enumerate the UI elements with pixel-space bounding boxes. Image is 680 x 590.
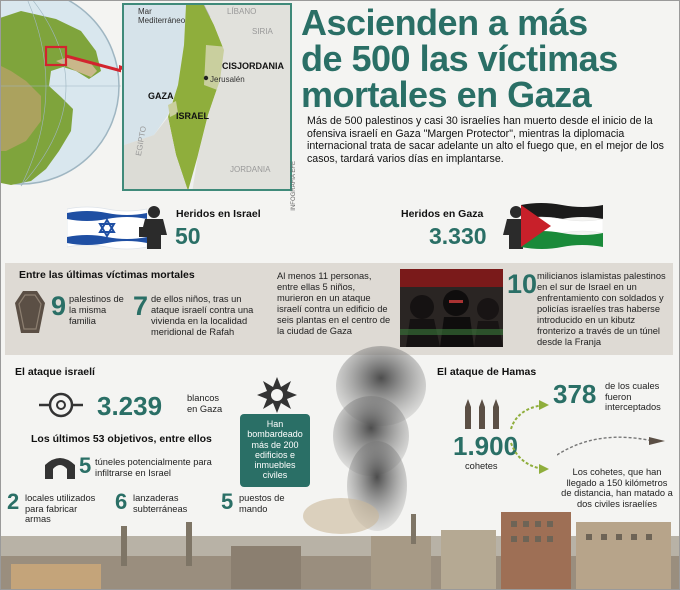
bombed-buildings-note: Han bombardeado más de 200 edificios e inmuebles civiles bbox=[240, 414, 310, 487]
map-label-israel: ISRAEL bbox=[176, 111, 210, 121]
victims-militia-text: milicianos islamistas palestinos en el sur de Israel en un enfrentamiento con soldados y policías israelíes tras haberse introducido en un kibutz fronterizo a través de un túnel desde la Franja bbox=[537, 271, 666, 347]
hamas-attack-title: El ataque de Hamas bbox=[437, 366, 537, 378]
victims-building-text: Al menos 11 personas, entre ellas 5 niños, murieron en un ataque israelí contra un edificio de seis plantas en el centro de la ciudad de Gaza bbox=[277, 271, 391, 336]
map-label-jordan: JORDANIA bbox=[230, 165, 271, 174]
israeli-attack-subtitle: Los últimos 53 objetivos, entre ellos bbox=[31, 433, 212, 445]
map-label-gaza: GAZA bbox=[148, 91, 174, 101]
globe-map bbox=[1, 1, 121, 196]
israeli-locales-text: locales utilizados para fabricar armas bbox=[25, 493, 96, 524]
map-label-west-bank: CISJORDANIA bbox=[222, 61, 285, 71]
curved-arrow-down-icon bbox=[509, 441, 549, 475]
wounded-israel-label: Heridos en Israel bbox=[176, 208, 261, 220]
israeli-launchers-text: lanzaderas subterráneas bbox=[133, 493, 188, 514]
map-label-lebanon: LÍBANO bbox=[227, 7, 257, 16]
israeli-attack-title: El ataque israelí bbox=[15, 366, 95, 378]
headline-line-3: mortales en Gaza bbox=[301, 74, 592, 115]
hamas-intercepted-number: 378 bbox=[553, 379, 597, 409]
israeli-targets-text: blancos en Gaza bbox=[187, 393, 223, 414]
soldier-icon bbox=[137, 205, 171, 249]
militia-photo bbox=[400, 269, 503, 347]
map-label-syria: SIRIA bbox=[252, 27, 273, 36]
victims-militia-number: 10 bbox=[507, 269, 538, 299]
israeli-command-text: puestos de mando bbox=[239, 493, 285, 514]
hamas-intercepted-text: de los cuales fueron interceptados bbox=[605, 381, 661, 412]
israeli-tunnels-text: túneles potencialmente para infiltrarse en Israel bbox=[95, 457, 212, 478]
credit: INFOGRAFÍA EFE bbox=[291, 161, 297, 211]
israeli-command-number: 5 bbox=[221, 489, 234, 514]
headline bbox=[301, 2, 676, 115]
victims-family-number: 9 bbox=[51, 291, 67, 321]
coffin-icon bbox=[15, 291, 45, 333]
hamas-rockets-text: cohetes bbox=[465, 461, 498, 471]
palestine-flag-icon bbox=[521, 201, 603, 251]
tunnel-icon bbox=[45, 455, 75, 479]
headline-line-1: Ascienden a más bbox=[301, 2, 588, 43]
victims-kids-text: de ellos niños, tras un ataque israelí contra una vivienda en la localidad meridional de Rafah bbox=[151, 294, 254, 337]
hamas-reach-text: Los cohetes, que han llegado a 150 kilómetros de distancia, han matado a dos civiles israelíes bbox=[561, 467, 673, 509]
rocket-trajectory-icon bbox=[557, 427, 667, 457]
israel-flag-icon bbox=[67, 205, 147, 251]
wounded-gaza-label: Heridos en Gaza bbox=[401, 208, 484, 220]
victims-family-text: palestinos de la misma familia bbox=[69, 294, 124, 326]
curved-arrow-up-icon bbox=[509, 399, 549, 431]
israeli-targets-number: 3.239 bbox=[97, 391, 163, 421]
explosion-icon bbox=[257, 375, 297, 415]
israeli-locales-number: 2 bbox=[7, 489, 20, 514]
map-label-egypt: EGIPTO bbox=[134, 125, 149, 157]
hamas-rockets-number: 1.900 bbox=[453, 431, 519, 461]
israeli-launchers-number: 6 bbox=[115, 489, 128, 514]
intro-paragraph: Más de 500 palestinos y casi 30 israelíes han muerto desde el inicio de la ofensiva israelí en Gaza "Margen Protector", mientras la diplomacia internacional trata de sacar adelante un alto el fuego que, en el mejor de los casos, tardará varios días en implantarse. bbox=[307, 115, 664, 165]
map-label-jerusalem: Jerusalén bbox=[210, 75, 245, 84]
region-map bbox=[122, 3, 292, 191]
map-label-sea: Mar Mediterráneo bbox=[138, 7, 186, 25]
victims-title: Entre las últimas víctimas mortales bbox=[19, 269, 195, 281]
wounded-israel-value: 50 bbox=[175, 223, 201, 249]
crosshair-icon bbox=[39, 389, 83, 421]
headline-line-2: de 500 las víctimas bbox=[301, 38, 618, 79]
rockets-icon bbox=[461, 399, 505, 429]
wounded-gaza-value: 3.330 bbox=[429, 223, 487, 249]
israeli-tunnels-number: 5 bbox=[79, 453, 92, 478]
victims-kids-number: 7 bbox=[133, 291, 149, 321]
